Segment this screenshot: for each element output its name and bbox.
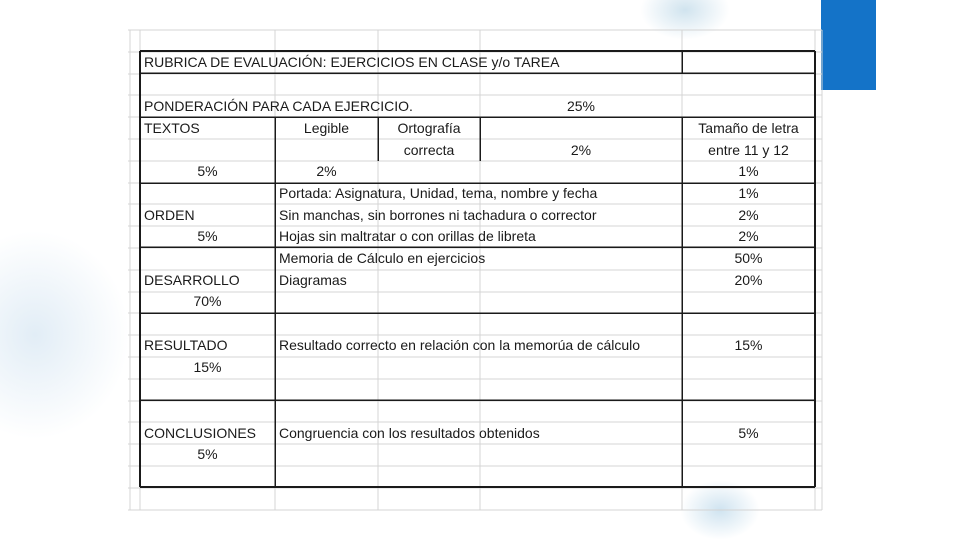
ortografia-label: Ortografía [397, 120, 461, 136]
ortografia-value: 2% [570, 142, 592, 158]
textos-label: TEXTOS [144, 120, 200, 136]
conclusiones-item-value: 5% [738, 425, 759, 441]
conclusiones-label: CONCLUSIONES [144, 425, 257, 441]
orden-item-value: 2% [738, 207, 759, 223]
orden-item: Portada: Asignatura, Unidad, tema, nombre y fecha [279, 185, 598, 201]
rubric-title: RUBRICA DE EVALUACIÓN: EJERCICIOS EN CLASE y/o TAREA [144, 54, 560, 70]
resultado-label: RESULTADO [144, 337, 228, 353]
tamano-value: 1% [738, 163, 759, 179]
desarrollo-item-value: 50% [734, 250, 763, 266]
ortografia-label-2: correcta [403, 142, 455, 158]
tamano-label: Tamaño de letra [698, 120, 799, 136]
conclusiones-item: Congruencia con los resultados obtenidos [279, 425, 540, 441]
conclusiones-weight: 5% [197, 446, 218, 462]
ponderacion-value: 25% [566, 98, 596, 114]
desarrollo-item: Memoria de Cálculo en ejercicios [279, 250, 486, 266]
orden-item: Sin manchas, sin borrones ni tachadura o corrector [279, 207, 597, 223]
legible-value: 2% [316, 163, 337, 179]
desarrollo-item-value: 20% [734, 272, 763, 288]
orden-weight: 5% [197, 228, 218, 244]
desarrollo-label: DESARROLLO [144, 272, 240, 288]
orden-item-value: 2% [738, 228, 759, 244]
tamano-label-2: entre 11 y 12 [708, 142, 789, 158]
ponderacion-label: PONDERACIÓN PARA CADA EJERCICIO. [144, 98, 413, 114]
desarrollo-weight: 70% [193, 293, 222, 309]
resultado-item: Resultado correcto en relación con la memorúa de cálculo [279, 337, 641, 353]
orden-item: Hojas sin maltratar o con orillas de libreta [279, 228, 536, 244]
legible-label: Legible [303, 120, 350, 136]
textos-weight: 5% [197, 163, 218, 179]
orden-label: ORDEN [144, 207, 195, 223]
desarrollo-item: Diagramas [279, 272, 347, 288]
resultado-item-value: 15% [734, 337, 763, 353]
resultado-weight: 15% [193, 359, 222, 375]
orden-item-value: 1% [738, 185, 759, 201]
